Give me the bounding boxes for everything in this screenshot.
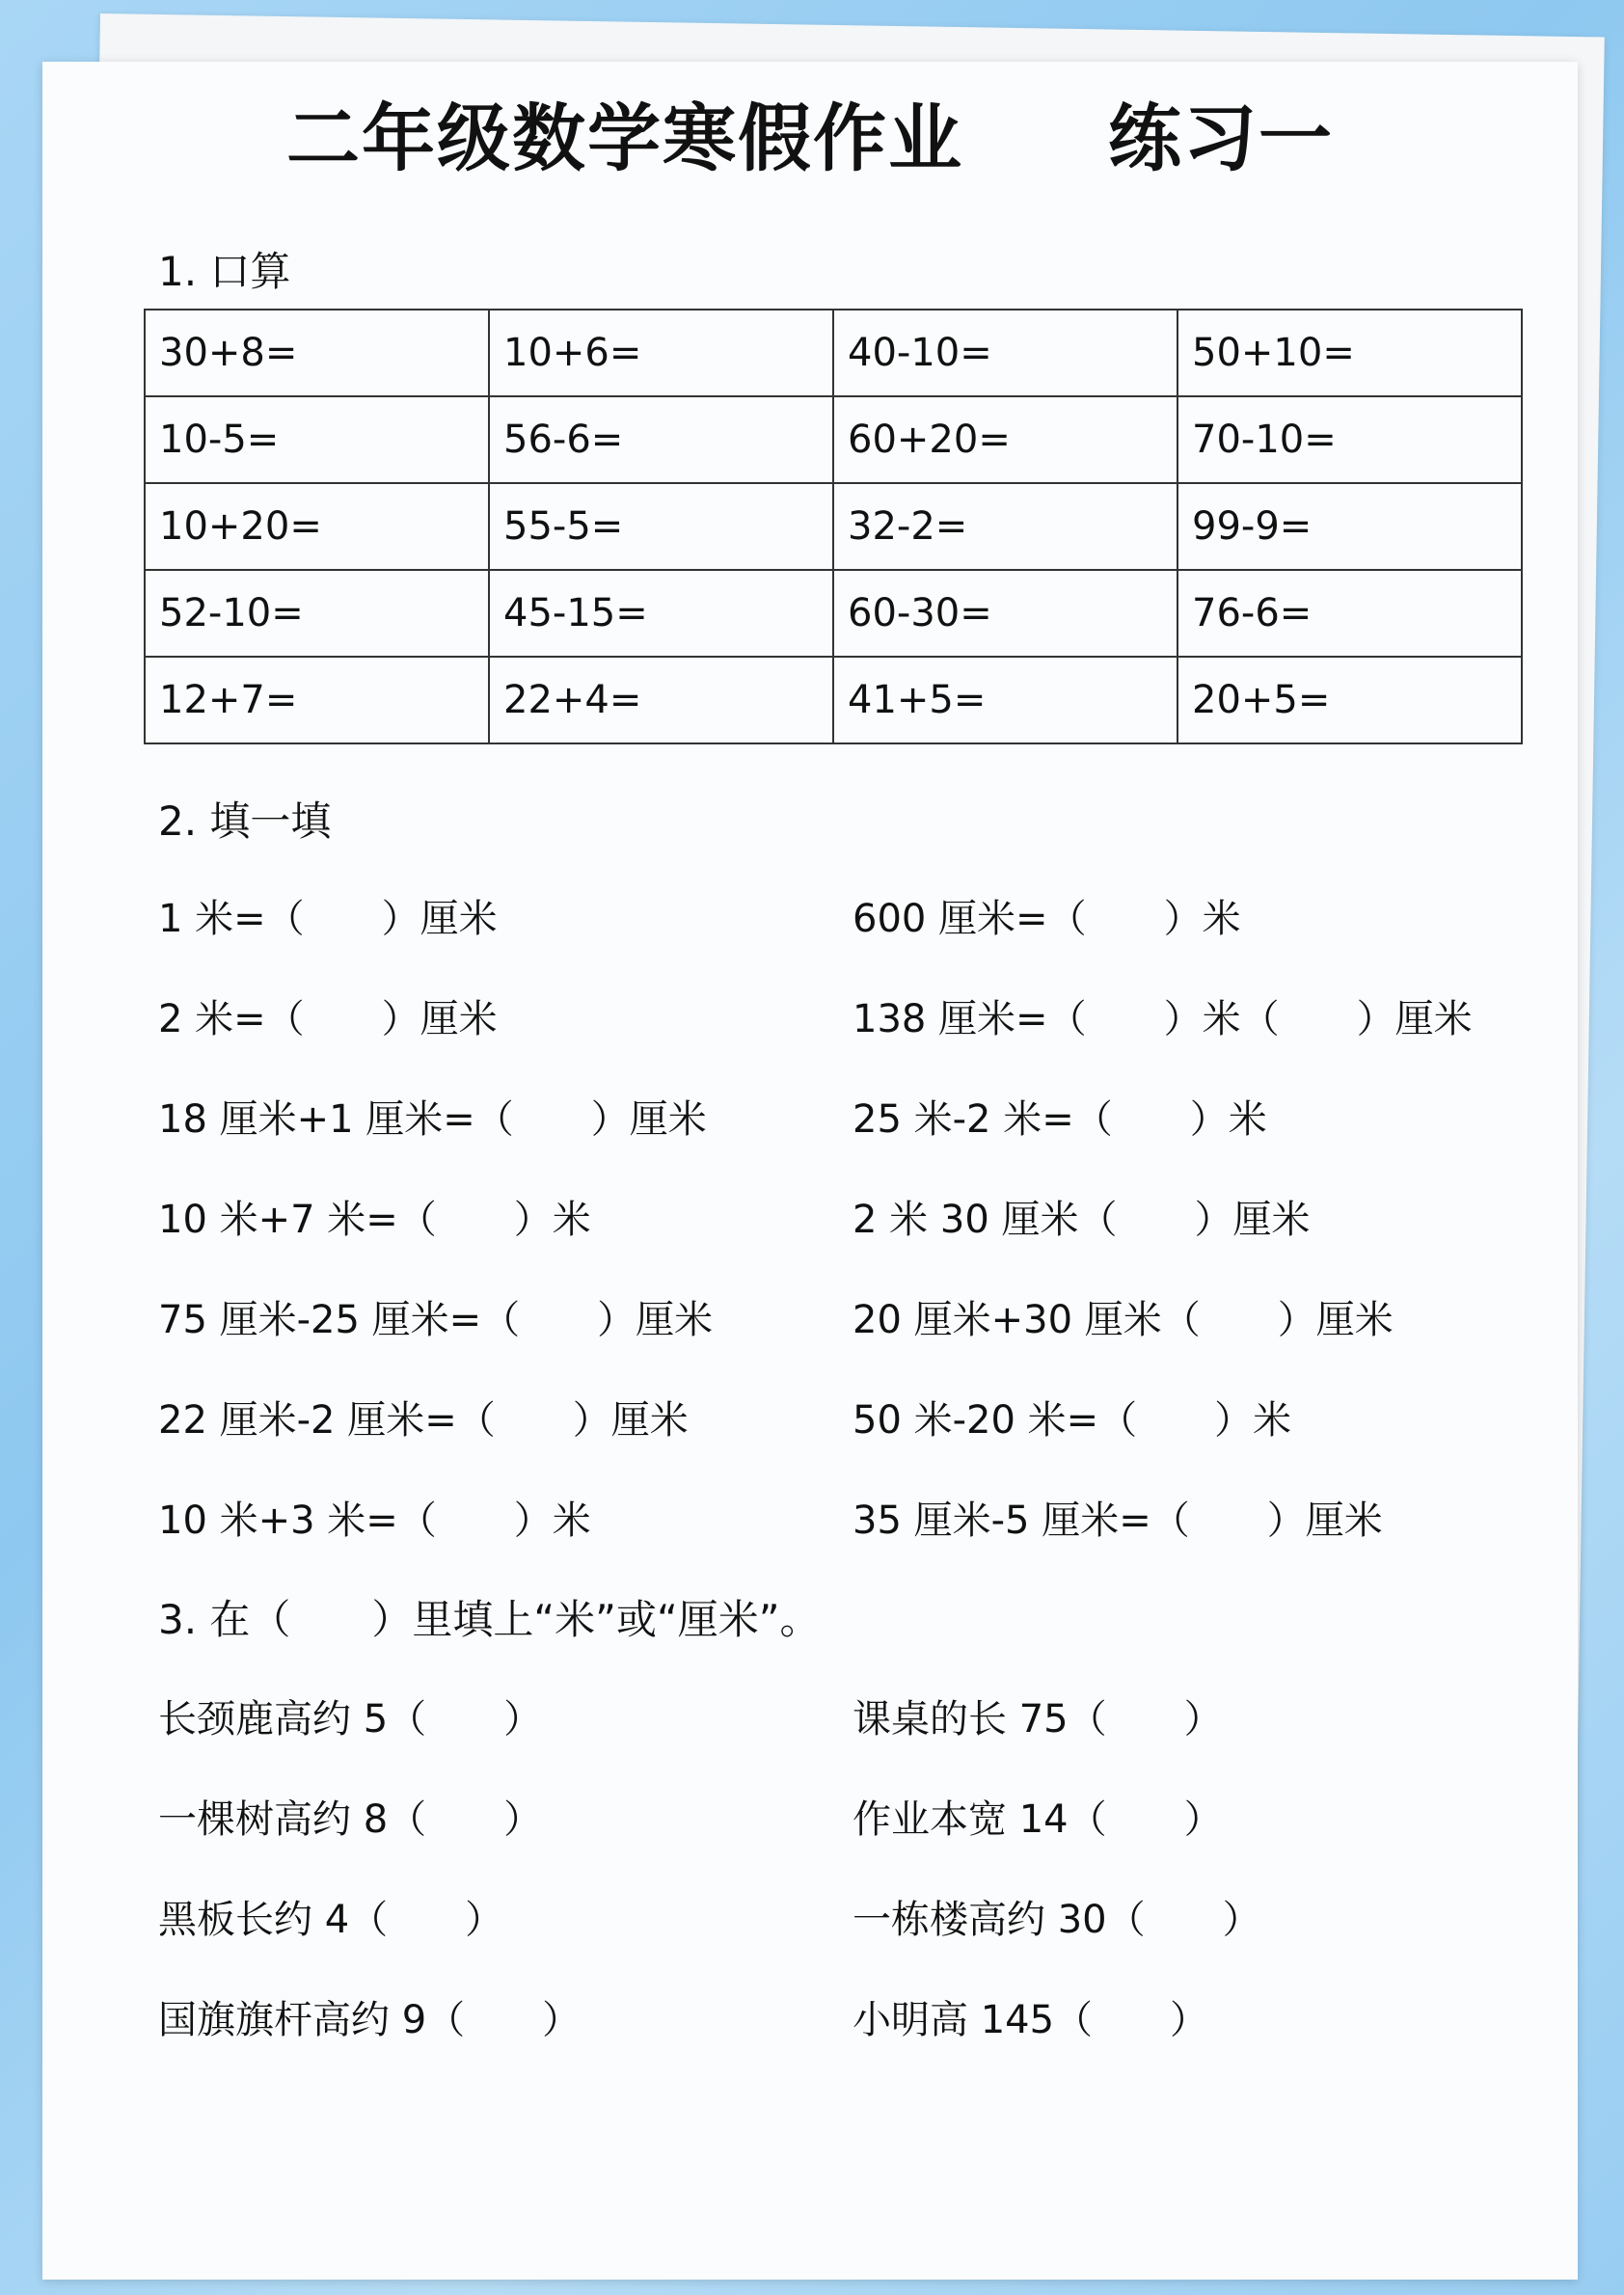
unit-item: 一栋楼高约 30（ ） [853, 1898, 1261, 1942]
table-cell: 52-10= [145, 570, 489, 657]
table-row [145, 657, 1522, 743]
table-row [145, 483, 1522, 570]
section3-heading: 3. 在（ ）里填上“米”或“厘米”。 [158, 1596, 821, 1643]
table-cell: 22+4= [489, 657, 833, 743]
table-cell: 56-6= [489, 396, 833, 483]
fill-item: 2 米=（ ）厘米 [158, 997, 498, 1041]
fill-item: 25 米-2 米=（ ）米 [853, 1097, 1267, 1142]
section2-heading: 2. 填一填 [158, 797, 332, 845]
fill-item: 20 厘米+30 厘米（ ）厘米 [853, 1298, 1394, 1342]
unit-item: 课桌的长 75（ ） [853, 1697, 1223, 1742]
fill-item: 22 厘米-2 厘米=（ ）厘米 [158, 1398, 689, 1443]
table-cell: 40-10= [833, 310, 1177, 396]
fill-item: 1 米=（ ）厘米 [158, 897, 498, 941]
title-main: 二年级数学寒假作业 [286, 95, 963, 181]
table-cell: 10+6= [489, 310, 833, 396]
table-cell: 10+20= [145, 483, 489, 570]
unit-item: 一棵树高约 8（ ） [158, 1797, 543, 1842]
section1-heading: 1. 口算 [158, 248, 291, 295]
unit-item: 黑板长约 4（ ） [158, 1898, 504, 1942]
fill-item: 10 米+3 米=（ ）米 [158, 1498, 591, 1543]
table-cell: 10-5= [145, 396, 489, 483]
fill-item: 50 米-20 米=（ ）米 [853, 1398, 1292, 1443]
fill-item: 75 厘米-25 厘米=（ ）厘米 [158, 1298, 714, 1342]
worksheet-page [42, 62, 1578, 2280]
unit-item: 长颈鹿高约 5（ ） [158, 1697, 543, 1742]
table-cell: 60-30= [833, 570, 1177, 657]
table-row [145, 570, 1522, 657]
table-row [145, 396, 1522, 483]
table-cell: 41+5= [833, 657, 1177, 743]
fill-item: 10 米+7 米=（ ）米 [158, 1198, 591, 1242]
table-cell: 50+10= [1177, 310, 1522, 396]
table-cell: 45-15= [489, 570, 833, 657]
table-cell: 70-10= [1177, 396, 1522, 483]
fill-item: 138 厘米=（ ）米（ ）厘米 [853, 997, 1473, 1041]
unit-item: 国旗旗杆高约 9（ ） [158, 1998, 582, 2042]
mental-math-table [144, 309, 1523, 744]
table-cell: 60+20= [833, 396, 1177, 483]
fill-item: 35 厘米-5 厘米=（ ）厘米 [853, 1498, 1383, 1543]
fill-item: 18 厘米+1 厘米=（ ）厘米 [158, 1097, 707, 1142]
table-cell: 12+7= [145, 657, 489, 743]
page-title [42, 91, 1578, 187]
table-cell: 20+5= [1177, 657, 1522, 743]
table-cell: 32-2= [833, 483, 1177, 570]
unit-item: 作业本宽 14（ ） [853, 1797, 1223, 1842]
table-cell: 30+8= [145, 310, 489, 396]
unit-item: 小明高 145（ ） [853, 1998, 1209, 2042]
table-cell: 76-6= [1177, 570, 1522, 657]
title-sub: 练习一 [1108, 95, 1334, 181]
table-cell: 99-9= [1177, 483, 1522, 570]
fill-item: 600 厘米=（ ）米 [853, 897, 1241, 941]
table-row [145, 310, 1522, 396]
fill-item: 2 米 30 厘米（ ）厘米 [853, 1198, 1311, 1242]
table-cell: 55-5= [489, 483, 833, 570]
